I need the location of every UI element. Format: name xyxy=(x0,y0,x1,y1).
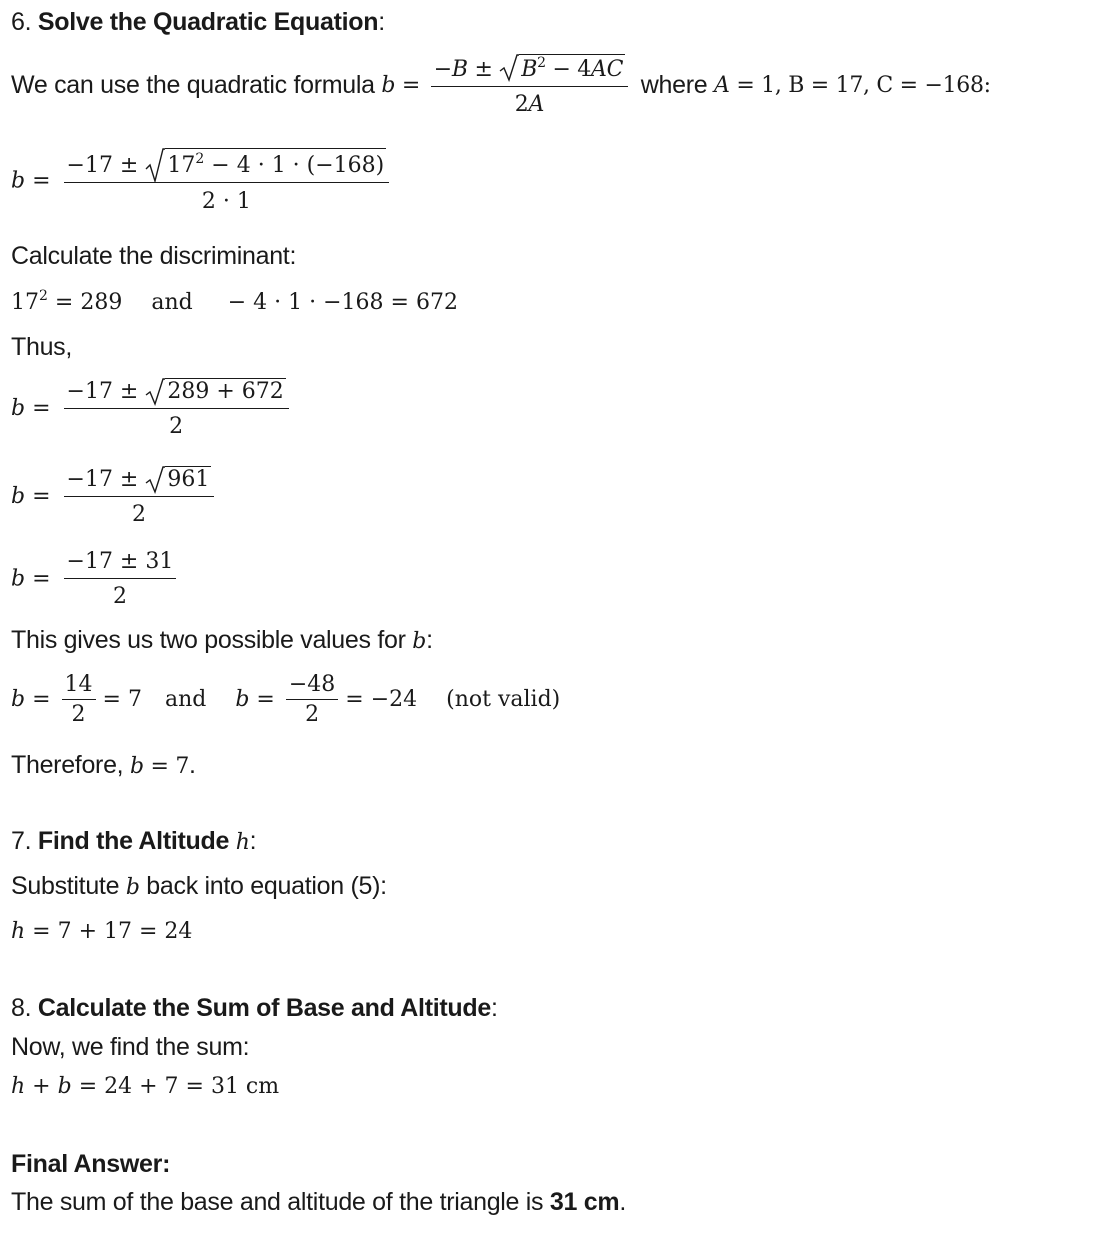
equation-b-3: b = −17 ± 961 2 xyxy=(11,466,214,527)
calculate-discriminant-text: Calculate the discriminant: xyxy=(11,242,297,270)
therefore-line: Therefore, b = 7. xyxy=(11,751,196,779)
final-answer-value: 31 cm xyxy=(549,1188,620,1216)
final-answer-text: The sum of the base and altitude of the triangle is 31 cm. xyxy=(11,1188,626,1216)
equation-b-2: b = −17 ± 289 + 672 2 xyxy=(11,378,289,439)
quadratic-formula-line: We can use the quadratic formula b = −B ± $B^2 - 4AC$ 2A where A = 1, B = 17, C = −168: xyxy=(11,55,991,117)
where-text: where xyxy=(640,71,708,99)
section-8-heading: 8. Calculate the Sum of Base and Altitude: xyxy=(11,994,498,1022)
section-7-heading: 7. Find the Altitude h: xyxy=(11,827,257,855)
equation-b-1: b = −17 ± $17^2 - 4 \cdot 1 \cdot (-168)$ 2 · 1 xyxy=(11,148,389,214)
two-solutions-equation: b = $\frac{14}{2}$ = 7 and b = $\frac{-48}{2}$ = −24 (not valid) xyxy=(11,672,561,727)
section-title: Solve the Quadratic Equation xyxy=(37,8,379,36)
substitute-line: Substitute b back into equation (5): xyxy=(11,872,387,900)
two-values-line: This gives us two possible values for b: xyxy=(11,626,433,654)
formula-intro-text: We can use the quadratic formula xyxy=(11,71,375,99)
altitude-equation: h = 7 + 17 = 24 xyxy=(11,919,193,944)
discriminant-equation: $17^2 = 289$ and − 4 · 1 · −168 = 672 xyxy=(11,288,458,315)
section-6-heading: 6. Solve the Quadratic Equation: xyxy=(11,8,385,36)
final-answer-label: Final Answer: xyxy=(11,1150,171,1178)
sum-equation: h + b = 24 + 7 = 31 cm xyxy=(11,1074,280,1099)
now-text: Now, we find the sum: xyxy=(11,1033,250,1061)
thus-text: Thus, xyxy=(11,333,73,361)
section-number: 6. xyxy=(11,8,32,36)
quadratic-formula: −B ± $B^2 - 4AC$ 2A xyxy=(431,54,628,117)
equation-b-4: b = $\frac{-17 \pm 31}{2}$ xyxy=(11,549,176,609)
